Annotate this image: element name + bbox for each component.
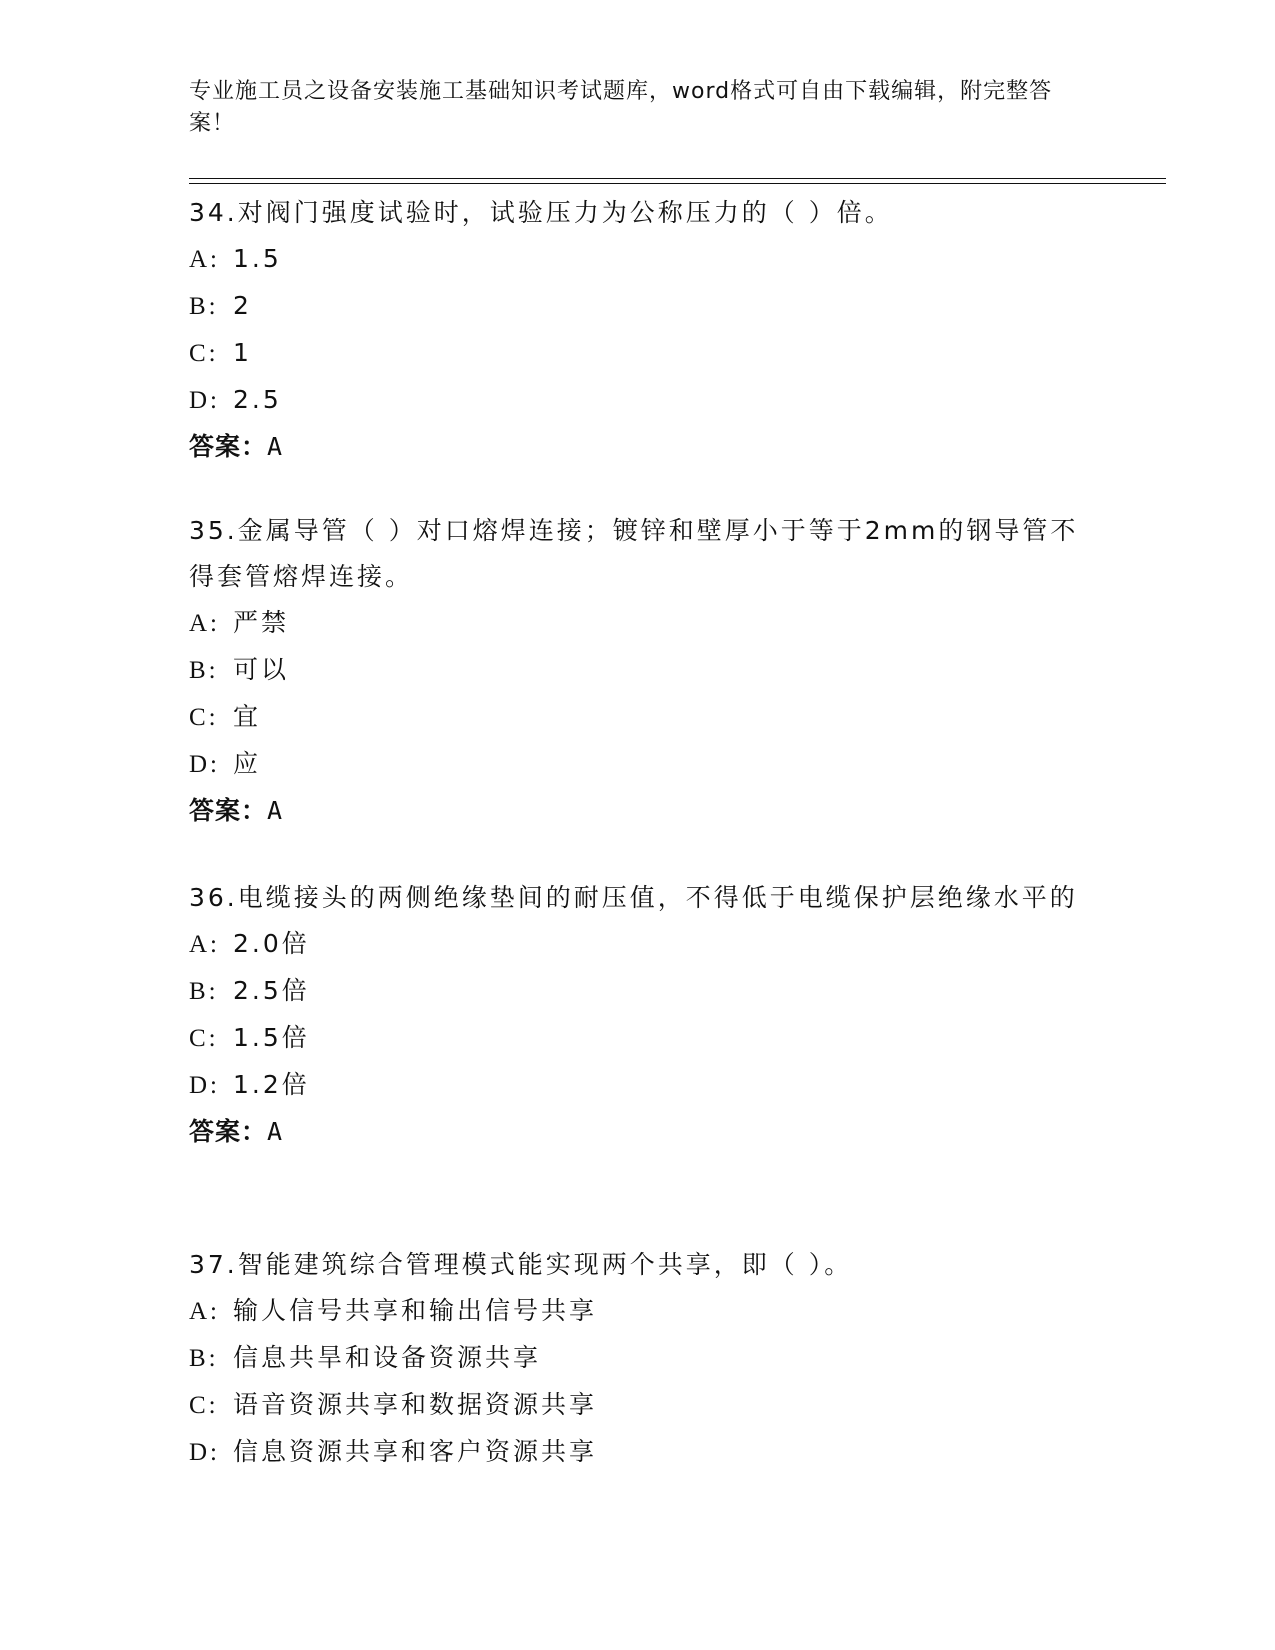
answer-line	[189, 424, 1089, 470]
option-d	[189, 1062, 1089, 1109]
option-key: C:	[189, 1392, 219, 1419]
option-a	[189, 600, 1089, 647]
option-key: B:	[189, 293, 219, 320]
option-text: 应	[233, 749, 262, 778]
document-header: 专业施工员之设备安装施工基础知识考试题库，word格式可自由下载编辑，附完整答案！	[189, 79, 1053, 136]
option-key: B:	[189, 1345, 219, 1372]
option-key: C:	[189, 1025, 219, 1052]
option-text: 信息资源共享和客户资源共享	[233, 1437, 598, 1466]
question-stem: 34.对阀门强度试验时，试验压力为公称压力的（ ）倍。	[189, 198, 893, 227]
option-key: D:	[189, 1072, 220, 1099]
option-key: A:	[189, 931, 220, 958]
option-key: D:	[189, 751, 220, 778]
option-text: 2.5	[233, 385, 282, 414]
answer-value: A	[267, 796, 284, 825]
answer-label: 答案：	[189, 796, 268, 825]
option-key: C:	[189, 340, 219, 367]
answer-line	[189, 788, 1089, 834]
option-b	[189, 283, 1089, 330]
option-text: 输人信号共享和输出信号共享	[233, 1296, 598, 1325]
option-text: 2.0倍	[233, 929, 310, 958]
option-b	[189, 1335, 1089, 1382]
answer-label: 答案：	[189, 432, 268, 461]
question-36	[189, 875, 1089, 1155]
option-text: 1.2倍	[233, 1070, 310, 1099]
option-a	[189, 1288, 1089, 1335]
option-text: 1	[233, 338, 252, 367]
option-text: 1.5	[233, 244, 282, 273]
question-stem: 35.金属导管（ ）对口熔焊连接；镀锌和壁厚小于等于2mm的钢导管不得套管熔焊连接。	[189, 516, 1079, 591]
question-stem: 37.智能建筑综合管理模式能实现两个共享，即（ ）。	[189, 1250, 853, 1279]
question-stem: 36.电缆接头的两侧绝缘垫间的耐压值，不得低于电缆保护层绝缘水平的	[189, 883, 1078, 912]
answer-value: A	[267, 1117, 284, 1146]
answer-line	[189, 1109, 1089, 1155]
option-c	[189, 1382, 1089, 1429]
header-divider-bottom	[189, 183, 1166, 184]
option-text: 2	[233, 291, 252, 320]
option-a	[189, 236, 1089, 283]
option-c	[189, 1015, 1089, 1062]
option-b	[189, 968, 1089, 1015]
question-34	[189, 190, 1089, 470]
option-text: 严禁	[233, 608, 290, 637]
header-divider-top	[189, 178, 1166, 179]
option-d	[189, 377, 1089, 424]
option-text: 语音资源共享和数据资源共享	[233, 1390, 598, 1419]
option-key: B:	[189, 978, 219, 1005]
option-text: 2.5倍	[233, 976, 310, 1005]
answer-value: A	[267, 432, 284, 461]
question-35	[189, 508, 1089, 834]
option-c	[189, 330, 1089, 377]
option-d	[189, 1429, 1089, 1476]
answer-label: 答案：	[189, 1117, 268, 1146]
option-key: A:	[189, 1298, 220, 1325]
option-key: C:	[189, 704, 219, 731]
option-c	[189, 694, 1089, 741]
option-text: 宜	[233, 702, 262, 731]
option-key: D:	[189, 387, 220, 414]
question-37	[189, 1242, 1089, 1476]
option-key: A:	[189, 610, 220, 637]
option-b	[189, 647, 1089, 694]
option-text: 1.5倍	[233, 1023, 310, 1052]
option-a	[189, 921, 1089, 968]
option-d	[189, 741, 1089, 788]
option-text: 可以	[233, 655, 290, 684]
option-key: B:	[189, 657, 219, 684]
option-text: 信息共旱和设备资源共享	[233, 1343, 542, 1372]
option-key: A:	[189, 246, 220, 273]
option-key: D:	[189, 1439, 220, 1466]
